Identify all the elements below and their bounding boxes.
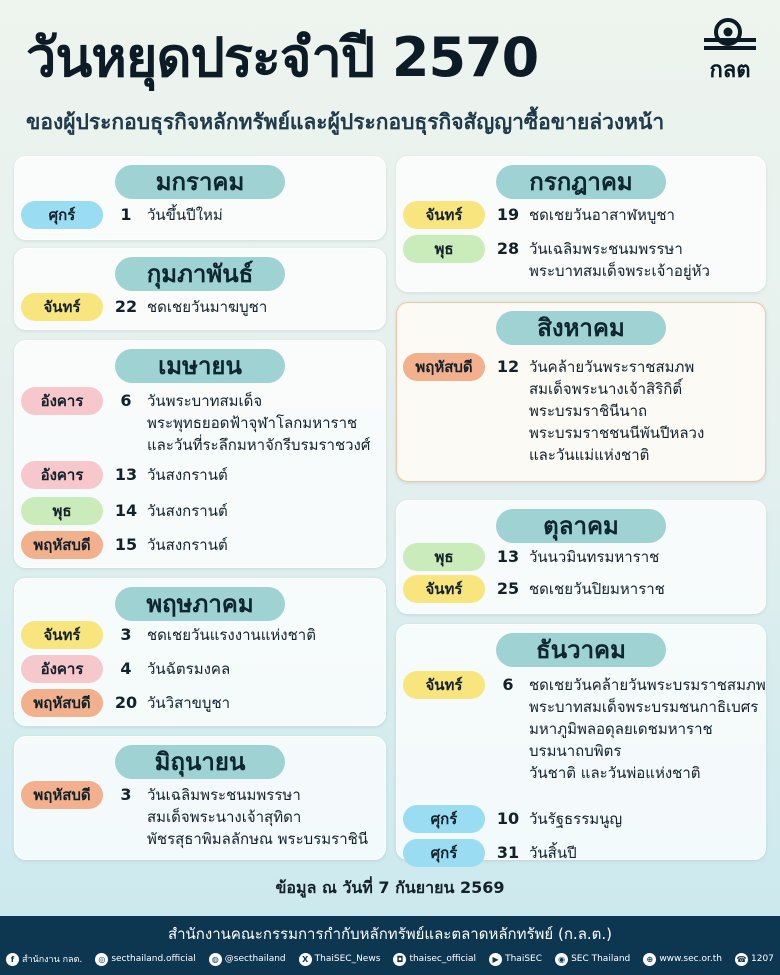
holiday-row — [397, 201, 765, 229]
month-title: มกราคม — [115, 165, 285, 199]
instagram-icon: ◘ — [393, 953, 406, 966]
holiday-description-line: วันฉัตรมงคล — [147, 660, 231, 678]
social-label: ThaiSEC_News — [314, 954, 381, 964]
holiday-description-line: และวันแม่แห่งชาติ — [529, 446, 650, 464]
holiday-description-line: ชดเชยวันมาฆบูชา — [147, 298, 268, 316]
weekday-badge: พุธ — [403, 235, 485, 263]
holiday-description — [529, 201, 759, 226]
page-title: วันหยุดประจำปี 2570 — [26, 26, 539, 89]
holiday-date: 15 — [114, 535, 138, 554]
holiday-description-line: และวันที่ระลึกมหาจักรีบรมราชวงศ์ — [147, 436, 371, 454]
footer-bar — [0, 916, 780, 975]
social-label: 1207 — [751, 954, 774, 964]
holiday-date: 22 — [114, 297, 138, 316]
holiday-description-line: วันรัฐธรรมนูญ — [529, 810, 623, 828]
page-subtitle: ของผู้ประกอบธุรกิจหลักทรัพย์และผู้ประกอบธุรกิจสัญญาซื้อขายล่วงหน้า — [26, 110, 665, 134]
month-title: พฤษภาคม — [115, 587, 285, 621]
social-label: thaisec_official — [409, 954, 477, 964]
holiday-row — [15, 387, 385, 459]
chat-icon: ◉ — [555, 953, 568, 966]
holiday-row — [15, 293, 385, 321]
holiday-description-line: ชดเชยวันคล้ายวันพระบรมราชสมภพ — [529, 676, 766, 694]
holiday-description-line: บรมนาถบพิตร — [529, 742, 622, 760]
holiday-description — [529, 543, 759, 568]
holiday-date: 28 — [496, 239, 520, 258]
holiday-description — [529, 805, 759, 830]
holiday-description-line: วันนวมินทรมหาราช — [529, 548, 660, 566]
holiday-date: 6 — [120, 391, 132, 410]
phone-icon: ☎ — [736, 954, 747, 964]
social-links — [6, 949, 774, 969]
holiday-description-line: พระบรมราชชนนีพันปีหลวง — [529, 424, 705, 442]
org-name: สำนักงานคณะกรรมการกำกับหลักทรัพย์และตลาดหลักทรัพย์ (ก.ล.ต.) — [167, 925, 613, 943]
holiday-date: 13 — [114, 465, 138, 484]
holiday-date: 25 — [496, 579, 520, 598]
holiday-date: 10 — [496, 809, 520, 828]
social-label: www.sec.or.th — [659, 954, 722, 964]
holiday-description-line: สมเด็จพระนางเจ้าสุทิดา — [147, 808, 302, 826]
social-link[interactable] — [735, 953, 774, 966]
holiday-description-line: ชดเชยวันปิยมหาราช — [529, 580, 665, 598]
holiday-date: 6 — [502, 675, 514, 694]
holiday-row — [397, 839, 765, 867]
holiday-description-line: วันสงกรานต์ — [147, 466, 228, 484]
social-label: secthailand.official — [111, 954, 196, 964]
month-card-aug — [396, 302, 766, 482]
social-link[interactable] — [393, 953, 476, 966]
messenger-icon: ◍ — [209, 953, 222, 966]
holiday-description — [529, 353, 759, 466]
holiday-description-line: พระบาทสมเด็จพระเจ้าอยู่หัว — [529, 262, 710, 280]
weekday-badge: อังคาร — [21, 387, 103, 415]
social-link[interactable] — [555, 953, 630, 966]
weekday-badge: จันทร์ — [21, 293, 103, 321]
weekday-badge: พฤหัสบดี — [21, 531, 103, 559]
holiday-description-line: พัชรสุธาพิมลลักษณ พระบรมราชินี — [147, 830, 369, 848]
holiday-description-line: วันชาติ และวันพ่อแห่งชาติ — [529, 764, 701, 782]
month-title: กรกฎาคม — [496, 165, 666, 199]
month-title: กุมภาพันธ์ — [115, 257, 285, 291]
holiday-row — [397, 353, 765, 469]
holiday-row — [15, 461, 385, 489]
social-label: สำนักงาน กลต. — [22, 955, 83, 965]
holiday-description — [147, 621, 379, 646]
holiday-description — [529, 671, 766, 784]
holiday-description-line: วันขึ้นปีใหม่ — [147, 206, 223, 224]
month-card-jan — [14, 156, 386, 240]
holiday-description-line: วันเฉลิมพระชนมพรรษา — [529, 240, 683, 258]
weekday-badge: พุธ — [403, 543, 485, 571]
holiday-description-line: วันพระบาทสมเด็จ — [147, 392, 263, 410]
globe-icon: ◎ — [95, 953, 108, 966]
month-card-dec — [396, 624, 766, 860]
holiday-row — [15, 689, 385, 717]
facebook-icon: f — [6, 953, 19, 966]
sec-logo — [698, 16, 762, 83]
holiday-date: 13 — [496, 547, 520, 566]
sec-logo-icon — [698, 16, 762, 56]
holiday-row — [15, 497, 385, 525]
holiday-row — [397, 805, 765, 833]
social-link[interactable] — [489, 953, 542, 966]
weekday-badge: จันทร์ — [403, 671, 485, 699]
weekday-badge: ศุกร์ — [403, 839, 485, 867]
month-card-may — [14, 578, 386, 726]
holiday-description-line: วันสงกรานต์ — [147, 536, 228, 554]
holiday-row — [397, 235, 765, 285]
holiday-description-line: วันเฉลิมพระชนมพรรษา — [147, 786, 301, 804]
holiday-description — [147, 497, 379, 522]
holiday-description — [147, 689, 379, 714]
social-label: @secthailand — [224, 954, 286, 964]
holiday-row — [15, 621, 385, 649]
weekday-badge: ศุกร์ — [21, 201, 103, 229]
holiday-description — [147, 655, 379, 680]
weekday-badge: จันทร์ — [403, 201, 485, 229]
month-card-jul — [396, 156, 766, 292]
holiday-description — [147, 387, 379, 456]
holiday-description — [147, 531, 379, 556]
holiday-date: 12 — [496, 357, 520, 376]
month-title: สิงหาคม — [496, 311, 666, 345]
weekday-badge: อังคาร — [21, 461, 103, 489]
month-title: ตุลาคม — [496, 509, 666, 543]
holiday-description-line: วันวิสาขบูชา — [147, 694, 231, 712]
sec-logo-text: กลต — [709, 58, 751, 83]
holiday-description — [147, 461, 379, 486]
holiday-row — [397, 671, 765, 787]
holiday-description-line: สมเด็จพระนางเจ้าสิริกิติ์ — [529, 380, 683, 398]
social-link[interactable] — [209, 953, 286, 966]
holiday-description — [147, 293, 379, 318]
holiday-description-line: วันสิ้นปี — [529, 844, 577, 862]
social-link[interactable] — [6, 952, 82, 966]
holiday-description — [147, 201, 379, 226]
month-card-apr — [14, 340, 386, 568]
weekday-badge: พฤหัสบดี — [403, 353, 485, 381]
holiday-description — [529, 575, 759, 600]
web-icon: ⊕ — [643, 953, 656, 966]
social-link[interactable] — [643, 953, 722, 966]
social-label: ThaiSEC — [505, 954, 543, 964]
month-title: มิถุนายน — [115, 745, 285, 779]
month-card-jun — [14, 736, 386, 860]
month-title: เมษายน — [115, 349, 285, 383]
holiday-description-line: มหาภูมิพลอดุลยเดชมหาราช — [529, 720, 713, 738]
holiday-description-line: พระบรมราชินีนาถ — [529, 402, 648, 420]
weekday-badge: จันทร์ — [403, 575, 485, 603]
holiday-row — [397, 575, 765, 603]
holiday-row — [15, 531, 385, 559]
holiday-description-line: ชดเชยวันแรงงานแห่งชาติ — [147, 626, 316, 644]
holiday-row — [15, 655, 385, 683]
weekday-badge: จันทร์ — [21, 621, 103, 649]
holiday-date: 19 — [496, 205, 520, 224]
holiday-description-line: พระพุทธยอดฟ้าจุฬาโลกมหาราช — [147, 414, 358, 432]
youtube-icon: ▶ — [489, 953, 502, 966]
x-icon: X — [299, 953, 312, 966]
holiday-date: 4 — [120, 659, 132, 678]
social-link[interactable] — [95, 953, 195, 966]
month-card-feb — [14, 248, 386, 330]
holiday-description — [529, 235, 759, 282]
month-card-oct — [396, 500, 766, 614]
holiday-date: 14 — [114, 501, 138, 520]
weekday-badge: พฤหัสบดี — [21, 781, 103, 809]
data-date-note: ข้อมูล ณ วันที่ 7 กันยายน 2569 — [275, 878, 505, 897]
holiday-description — [147, 781, 379, 850]
holiday-row — [15, 201, 385, 229]
month-title: ธันวาคม — [496, 633, 666, 667]
holiday-date: 31 — [496, 843, 520, 862]
social-link[interactable] — [299, 953, 381, 966]
holiday-description-line: วันคล้ายวันพระราชสมภพ — [529, 358, 695, 376]
holiday-date: 20 — [114, 693, 138, 712]
weekday-badge: อังคาร — [21, 655, 103, 683]
holiday-description-line: วันสงกรานต์ — [147, 502, 228, 520]
holiday-row — [397, 543, 765, 571]
weekday-badge: พุธ — [21, 497, 103, 525]
holiday-description-line: พระบาทสมเด็จพระบรมชนกาธิเบศร — [529, 698, 759, 716]
holiday-date: 3 — [120, 625, 132, 644]
social-label: SEC Thailand — [571, 954, 631, 964]
holiday-description — [529, 839, 759, 864]
holiday-description-line: ชดเชยวันอาสาฬหบูชา — [529, 206, 675, 224]
holiday-date: 3 — [120, 785, 132, 804]
weekday-badge: ศุกร์ — [403, 805, 485, 833]
holiday-date: 1 — [120, 205, 132, 224]
holiday-row — [15, 781, 385, 853]
weekday-badge: พฤหัสบดี — [21, 689, 103, 717]
